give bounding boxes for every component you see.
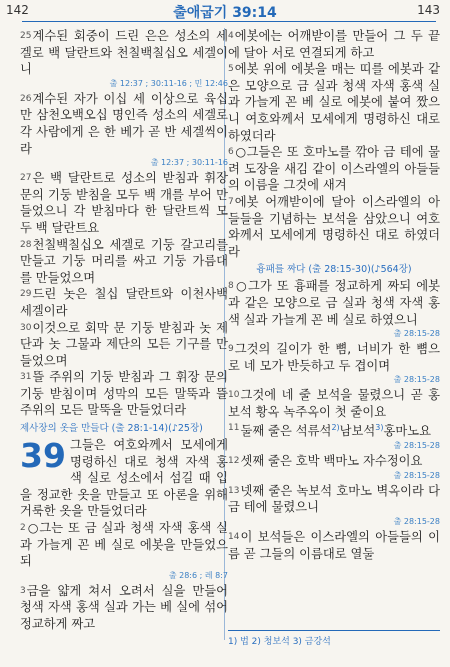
left-page-number: 142 xyxy=(6,3,29,17)
verse-28: $^{28}$천칠백칠십오 세겔로 기둥 갈고리를 만들고 기둥 머리를 싸고 기둥 가름대를 만들었으며 xyxy=(20,237,228,285)
header-rule xyxy=(22,21,436,22)
cross-reference: 출 28:15-28 xyxy=(393,441,440,451)
verse-12: $^{12}$셋째 줄은 호박 백마노 자수정이요 xyxy=(228,454,423,469)
footnote-marker: 2) xyxy=(331,423,340,433)
verse-25: $^{25}$계수된 회중이 드린 은은 성소의 세겔로 백 달란트와 천칠백칠십오 세겔이니 xyxy=(20,29,228,77)
verse-10: $^{10}$그것에 네 줄 보석을 물렸으니 곧 홍보석 황옥 녹주옥이 첫 줄이요 xyxy=(228,388,440,419)
page-header xyxy=(0,0,450,24)
cross-reference: 출 12:37 ; 30:11-16 xyxy=(150,158,228,168)
section-heading: 제사장의 옷을 만들다 (출 28:1-14)(♪25장) xyxy=(20,423,203,435)
verse-2: $^2$○그는 또 금 실과 청색 자색 홍색 실과 가늘게 꼰 베 실로 에봇을 만들었으되 xyxy=(20,521,228,569)
verse-14: $^{14}$이 보석들은 이스라엘의 아들들의 이름 곧 그들의 이름대로 열둘 xyxy=(228,529,440,561)
cross-reference: 출 28:6 ; 레 8:7 xyxy=(168,570,228,580)
verse-26: $^{26}$계수된 자가 이십 세 이상으로 육십만 삼천오백오십 명인즉 성소의 세겔로 각 사람에게 은 한 베가 곧 반 세겔씩이라 xyxy=(20,91,228,156)
footnote-marker: 3) xyxy=(375,423,384,433)
verse-1: 39 그들은 여호와께서 모세에게 명령하신 대로 청색 자색 홍색 실로 성소에서 섬길 때 입을 정교한 옷을 만들고 또 아론을 위해 거룩한 옷을 만들었더라 xyxy=(20,436,228,519)
chapter-number: 39 xyxy=(20,436,66,476)
verse-6: $^6$○그들은 또 호마노를 깎아 금 테에 물려 도장을 새김 같이 이스라엘의 아들들의 이름을 그것에 새겨 xyxy=(228,145,440,193)
cross-reference: 출 28:15-28 xyxy=(393,329,440,339)
verse-27: $^{27}$은 백 달란트로 성소의 받침과 휘장 문의 기둥 받침을 모두 백 개를 부어 만들었으니 각 받침마다 한 달란트씩 모두 백 달란트요 xyxy=(20,171,228,235)
verse-5: $^5$에봇 위에 에봇을 매는 띠를 에봇과 같은 모양으로 금 실과 청색 자색 홍색 실과 가늘게 꼰 베 실로 에봇에 붙여 짰으니 여호와께서 모세에게 명령하신 대로 하였더라 xyxy=(228,62,440,143)
verse-11: $^{11}$둘째 줄은 석류석$^{2)}$남보석$^{3)}$홍마노요 xyxy=(228,423,432,439)
verse-29: $^{29}$드린 놋은 칠십 달란트와 이천사백 세겔이라 xyxy=(20,287,228,318)
cross-reference: 출 12:37 ; 30:11-16 ; 민 12:46 xyxy=(109,78,228,88)
right-column xyxy=(228,28,440,562)
footnotes: 1) 법 2) 청보석 3) 금강석 xyxy=(228,630,440,647)
cross-reference: 출 28:15-28 xyxy=(393,470,440,480)
left-column xyxy=(20,28,228,633)
verse-3: $^3$금을 얇게 쳐서 오려서 실을 만들어 청색 자색 홍색 실과 가는 베 실에 섞어 정교하게 짜고 xyxy=(20,583,228,631)
book-chapter-title: 출애굽기 39:14 xyxy=(173,5,277,21)
verse-9: $^9$그것의 길이가 한 뼘, 너비가 한 뼘으로 네 모가 반듯하고 두 겹이며 xyxy=(228,342,440,373)
verse-13: $^{13}$넷째 줄은 녹보석 호마노 벽옥이라 다 금 테에 물렸으니 xyxy=(228,483,440,515)
section-heading: 흉패를 짜다 (출 28:15-30)(♪564장) xyxy=(256,264,412,276)
cross-reference: 출 28:15-28 xyxy=(393,375,440,385)
verse-31: $^{31}$뜰 주위의 기둥 받침과 그 휘장 문의 기둥 받침이며 성막의 모든 말뚝과 뜰 주위의 모든 말뚝을 만들었더라 xyxy=(20,370,228,418)
cross-reference: 출 28:15-28 xyxy=(393,516,440,526)
verse-8: $^8$○그가 또 흉패를 정교하게 짜되 에봇과 같은 모양으로 금 실과 청색 자색 홍색 실과 가늘게 꼰 베 실로 하였으니 xyxy=(228,279,440,327)
verse-7: $^7$에봇 어깨받이에 달아 이스라엘의 아들들을 기념하는 보석을 삼았으니 여호와께서 모세에게 명령하신 대로 하였더라 xyxy=(228,194,440,259)
verse-30: $^{30}$이것으로 회막 문 기둥 받침과 놋 제단과 놋 그물과 제단의 모든 기구를 만들었으며 xyxy=(20,320,228,368)
verse-4: $^4$에봇에는 어깨받이를 만들어 그 두 끝에 달아 서로 연결되게 하고 xyxy=(228,29,440,60)
right-page-number: 143 xyxy=(417,3,440,17)
